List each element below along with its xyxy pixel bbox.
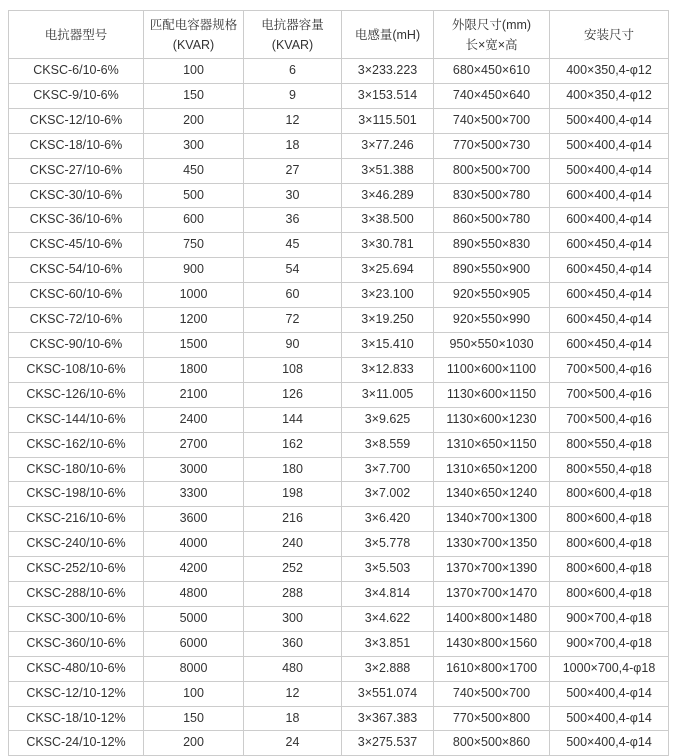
table-cell: 680×450×610 [434, 59, 550, 84]
table-cell: 740×500×700 [434, 681, 550, 706]
table-cell: 150 [144, 706, 244, 731]
table-cell: 8000 [144, 656, 244, 681]
header-unit: (KVAR) [271, 37, 314, 52]
table-row [9, 631, 669, 656]
table-cell: 200 [144, 108, 244, 133]
table-cell: 500 [144, 183, 244, 208]
table-cell: 800×600,4-φ18 [550, 532, 669, 557]
table-row [9, 656, 669, 681]
table-cell: 3×77.246 [342, 133, 434, 158]
table-cell: 3×51.388 [342, 158, 434, 183]
table-row [9, 258, 669, 283]
table-cell: 30 [244, 183, 342, 208]
table-cell: 600×450,4-φ14 [550, 233, 669, 258]
table-cell: 360 [244, 631, 342, 656]
table-cell: 500×400,4-φ14 [550, 108, 669, 133]
table-cell: 900×700,4-φ18 [550, 606, 669, 631]
table-cell: 12 [244, 681, 342, 706]
table-row [9, 407, 669, 432]
table-cell: 300 [144, 133, 244, 158]
table-cell: 500×400,4-φ14 [550, 706, 669, 731]
header-label: 外限尺寸(mm) [451, 17, 532, 32]
table-cell: 3×367.383 [342, 706, 434, 731]
table-cell: 300 [244, 606, 342, 631]
table-cell: 3×7.002 [342, 482, 434, 507]
table-cell: 144 [244, 407, 342, 432]
header-label: 匹配电容器规格 [149, 17, 238, 32]
table-cell: 600 [144, 208, 244, 233]
table-cell: CKSC-36/10-6% [9, 208, 144, 233]
table-cell: 950×550×1030 [434, 332, 550, 357]
header-inductance [342, 11, 434, 59]
header-mounting-dimensions [550, 11, 669, 59]
table-cell: 600×450,4-φ14 [550, 332, 669, 357]
table-cell: CKSC-45/10-6% [9, 233, 144, 258]
table-row [9, 382, 669, 407]
header-outer-dimensions [434, 11, 550, 59]
table-cell: 700×500,4-φ16 [550, 357, 669, 382]
table-cell: 3×5.503 [342, 557, 434, 582]
table-cell: 600×400,4-φ14 [550, 183, 669, 208]
table-cell: CKSC-162/10-6% [9, 432, 144, 457]
table-cell: 4000 [144, 532, 244, 557]
table-cell: 740×500×700 [434, 108, 550, 133]
table-cell: 920×550×990 [434, 308, 550, 333]
table-cell: 27 [244, 158, 342, 183]
table-cell: 60 [244, 283, 342, 308]
table-cell: 18 [244, 706, 342, 731]
table-cell: CKSC-300/10-6% [9, 606, 144, 631]
table-cell: 3×275.537 [342, 731, 434, 756]
table-cell: 3×12.833 [342, 357, 434, 382]
table-cell: 600×400,4-φ14 [550, 208, 669, 233]
table-cell: 252 [244, 557, 342, 582]
table-cell: 500×400,4-φ14 [550, 133, 669, 158]
table-row [9, 706, 669, 731]
table-cell: 3×115.501 [342, 108, 434, 133]
table-cell: CKSC-18/10-6% [9, 133, 144, 158]
table-cell: 1000×700,4-φ18 [550, 656, 669, 681]
table-cell: 3×19.250 [342, 308, 434, 333]
table-cell: 3×6.420 [342, 507, 434, 532]
table-row [9, 158, 669, 183]
table-cell: 180 [244, 457, 342, 482]
table-row [9, 681, 669, 706]
table-row [9, 133, 669, 158]
table-cell: 3×551.074 [342, 681, 434, 706]
table-cell: 4800 [144, 582, 244, 607]
table-cell: 600×450,4-φ14 [550, 258, 669, 283]
table-row [9, 59, 669, 84]
header-label: 电抗器型号 [44, 27, 108, 42]
table-cell: 3×4.814 [342, 582, 434, 607]
header-row [9, 11, 669, 59]
table-cell: CKSC-12/10-12% [9, 681, 144, 706]
table-cell: 126 [244, 382, 342, 407]
table-cell: CKSC-12/10-6% [9, 108, 144, 133]
table-cell: 240 [244, 532, 342, 557]
table-cell: CKSC-252/10-6% [9, 557, 144, 582]
table-cell: 3×46.289 [342, 183, 434, 208]
table-cell: 1000 [144, 283, 244, 308]
spec-table-body [9, 59, 669, 756]
table-cell: 45 [244, 233, 342, 258]
table-row [9, 606, 669, 631]
table-cell: CKSC-216/10-6% [9, 507, 144, 532]
header-reactor-capacity [244, 11, 342, 59]
table-row [9, 731, 669, 756]
table-cell: 900 [144, 258, 244, 283]
table-cell: 1400×800×1480 [434, 606, 550, 631]
table-row [9, 457, 669, 482]
header-label: 电感量(mH) [354, 27, 421, 42]
table-cell: 1310×650×1150 [434, 432, 550, 457]
table-cell: 3×9.625 [342, 407, 434, 432]
table-cell: 800×500×860 [434, 731, 550, 756]
table-cell: 770×500×730 [434, 133, 550, 158]
table-cell: CKSC-144/10-6% [9, 407, 144, 432]
table-cell: 450 [144, 158, 244, 183]
table-cell: 5000 [144, 606, 244, 631]
table-cell: 1130×600×1230 [434, 407, 550, 432]
table-cell: 3×30.781 [342, 233, 434, 258]
table-cell: 162 [244, 432, 342, 457]
table-cell: 480 [244, 656, 342, 681]
table-cell: 90 [244, 332, 342, 357]
spec-table-container [8, 10, 669, 756]
table-cell: CKSC-126/10-6% [9, 382, 144, 407]
table-cell: 2700 [144, 432, 244, 457]
table-cell: CKSC-240/10-6% [9, 532, 144, 557]
table-row [9, 357, 669, 382]
table-cell: CKSC-360/10-6% [9, 631, 144, 656]
table-cell: 600×450,4-φ14 [550, 308, 669, 333]
table-cell: 3×5.778 [342, 532, 434, 557]
table-cell: 3×25.694 [342, 258, 434, 283]
table-cell: 740×450×640 [434, 83, 550, 108]
table-cell: 1430×800×1560 [434, 631, 550, 656]
table-row [9, 582, 669, 607]
table-cell: 18 [244, 133, 342, 158]
table-row [9, 332, 669, 357]
table-row [9, 432, 669, 457]
table-cell: 400×350,4-φ12 [550, 59, 669, 84]
table-cell: 920×550×905 [434, 283, 550, 308]
table-cell: 72 [244, 308, 342, 333]
table-cell: 800×600,4-φ18 [550, 482, 669, 507]
table-cell: 3×15.410 [342, 332, 434, 357]
table-cell: CKSC-30/10-6% [9, 183, 144, 208]
table-cell: 750 [144, 233, 244, 258]
table-cell: 1130×600×1150 [434, 382, 550, 407]
table-cell: CKSC-9/10-6% [9, 83, 144, 108]
table-cell: 900×700,4-φ18 [550, 631, 669, 656]
header-capacitor-spec [144, 11, 244, 59]
table-cell: 200 [144, 731, 244, 756]
table-cell: 54 [244, 258, 342, 283]
table-cell: 24 [244, 731, 342, 756]
table-cell: 830×500×780 [434, 183, 550, 208]
table-row [9, 507, 669, 532]
table-cell: 700×500,4-φ16 [550, 382, 669, 407]
table-cell: 500×400,4-φ14 [550, 681, 669, 706]
table-cell: CKSC-24/10-12% [9, 731, 144, 756]
table-row [9, 83, 669, 108]
table-cell: 1500 [144, 332, 244, 357]
table-cell: 2100 [144, 382, 244, 407]
header-label: 电抗器容量 [261, 17, 324, 32]
table-cell: 6 [244, 59, 342, 84]
table-cell: CKSC-288/10-6% [9, 582, 144, 607]
table-cell: 108 [244, 357, 342, 382]
table-cell: 2400 [144, 407, 244, 432]
table-cell: CKSC-480/10-6% [9, 656, 144, 681]
table-cell: 100 [144, 59, 244, 84]
table-cell: 800×600,4-φ18 [550, 557, 669, 582]
table-cell: 3×7.700 [342, 457, 434, 482]
table-cell: 3×8.559 [342, 432, 434, 457]
table-cell: 890×550×830 [434, 233, 550, 258]
table-row [9, 233, 669, 258]
table-cell: CKSC-18/10-12% [9, 706, 144, 731]
header-reactor-model [9, 11, 144, 59]
table-cell: CKSC-108/10-6% [9, 357, 144, 382]
table-cell: 1330×700×1350 [434, 532, 550, 557]
table-cell: 198 [244, 482, 342, 507]
table-cell: CKSC-198/10-6% [9, 482, 144, 507]
table-cell: 3×3.851 [342, 631, 434, 656]
table-cell: 3×2.888 [342, 656, 434, 681]
table-cell: 3600 [144, 507, 244, 532]
table-cell: 400×350,4-φ12 [550, 83, 669, 108]
table-cell: 800×500×700 [434, 158, 550, 183]
table-cell: 100 [144, 681, 244, 706]
header-sub-label: 长×宽×高 [465, 37, 518, 52]
header-label: 安装尺寸 [583, 27, 634, 42]
table-cell: 890×550×900 [434, 258, 550, 283]
table-cell: 1310×650×1200 [434, 457, 550, 482]
reactor-spec-table [8, 10, 669, 756]
table-cell: CKSC-27/10-6% [9, 158, 144, 183]
table-cell: 3×153.514 [342, 83, 434, 108]
table-row [9, 283, 669, 308]
table-cell: CKSC-60/10-6% [9, 283, 144, 308]
table-cell: CKSC-180/10-6% [9, 457, 144, 482]
table-row [9, 208, 669, 233]
table-cell: 1610×800×1700 [434, 656, 550, 681]
table-cell: 3×23.100 [342, 283, 434, 308]
table-cell: 288 [244, 582, 342, 607]
table-row [9, 557, 669, 582]
table-cell: 1370×700×1470 [434, 582, 550, 607]
table-cell: 3×11.005 [342, 382, 434, 407]
table-cell: 3×233.223 [342, 59, 434, 84]
table-cell: 500×400,4-φ14 [550, 731, 669, 756]
table-cell: 860×500×780 [434, 208, 550, 233]
table-cell: 700×500,4-φ16 [550, 407, 669, 432]
table-cell: 1370×700×1390 [434, 557, 550, 582]
table-cell: 1340×700×1300 [434, 507, 550, 532]
table-cell: 6000 [144, 631, 244, 656]
table-cell: 4200 [144, 557, 244, 582]
table-cell: 216 [244, 507, 342, 532]
table-cell: 1800 [144, 357, 244, 382]
table-cell: 800×550,4-φ18 [550, 457, 669, 482]
table-cell: 9 [244, 83, 342, 108]
table-cell: 500×400,4-φ14 [550, 158, 669, 183]
table-cell: 3000 [144, 457, 244, 482]
table-cell: CKSC-54/10-6% [9, 258, 144, 283]
table-cell: 150 [144, 83, 244, 108]
table-row [9, 482, 669, 507]
table-cell: 800×600,4-φ18 [550, 507, 669, 532]
table-row [9, 532, 669, 557]
header-unit: (KVAR) [172, 37, 215, 52]
table-cell: CKSC-6/10-6% [9, 59, 144, 84]
table-cell: 800×550,4-φ18 [550, 432, 669, 457]
table-cell: 770×500×800 [434, 706, 550, 731]
table-cell: 3300 [144, 482, 244, 507]
table-cell: 600×450,4-φ14 [550, 283, 669, 308]
table-row [9, 308, 669, 333]
table-cell: 36 [244, 208, 342, 233]
table-cell: 1200 [144, 308, 244, 333]
table-cell: 1340×650×1240 [434, 482, 550, 507]
table-row [9, 183, 669, 208]
table-cell: CKSC-90/10-6% [9, 332, 144, 357]
table-cell: 12 [244, 108, 342, 133]
table-cell: 1100×600×1100 [434, 357, 550, 382]
table-cell: CKSC-72/10-6% [9, 308, 144, 333]
table-row [9, 108, 669, 133]
table-cell: 800×600,4-φ18 [550, 582, 669, 607]
table-cell: 3×38.500 [342, 208, 434, 233]
table-cell: 3×4.622 [342, 606, 434, 631]
